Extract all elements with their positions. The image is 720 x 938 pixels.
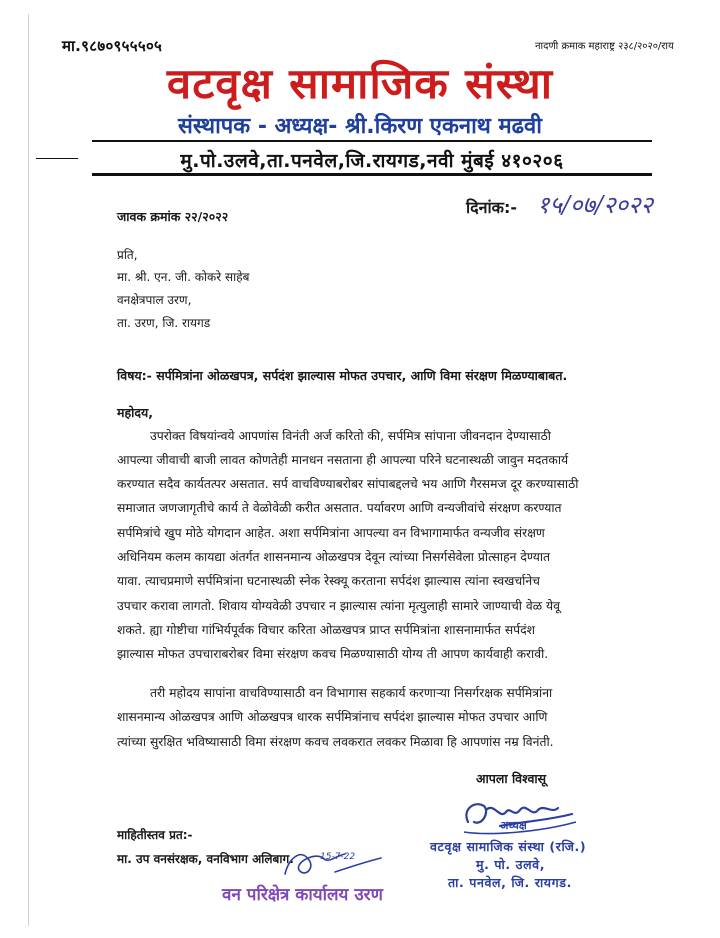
president-signature bbox=[460, 792, 610, 840]
registration-number: नादणी क्रमाक महाराष्ट्र २३८/२०२०/राय bbox=[535, 41, 674, 52]
body-line: शासनमान्य ओळखपत्र आणि ओळखपत्र धारक सर्पमित्रांनाच सर्पदंश झाल्यास मोफत उपचार आणि bbox=[117, 710, 548, 724]
body-line: समाजात जणजागृतीचे कार्य ते वेळोवेळी करीत असतात. पर्यावरण आणि वन्यजीवांचे संरक्षण करण्यात bbox=[117, 501, 562, 515]
received-stamp: वन परिक्षेत्र कार्यालय उरण bbox=[222, 885, 383, 905]
body-line: उपचार करावा लागतो. शिवाय योग्यवेळी उपचार न झाल्यास त्यांना मृत्युलाही सामारे जाण्याची वेळ येवू bbox=[117, 599, 560, 613]
body-line: शकते. ह्या गोष्टीचा गांभिर्यपूर्वक विचार करिता ओळखपत्र प्राप्त सर्पमित्रांना शासनामार्फत सर्पदंश bbox=[117, 623, 536, 637]
salutation: महोदय, bbox=[117, 405, 153, 420]
outward-number: जावक क्रमांक २२/२०२२ bbox=[117, 209, 229, 224]
organization-name: वटवृक्ष सामाजिक संस्था bbox=[166, 59, 554, 108]
received-date: 15-7-22 bbox=[320, 852, 356, 862]
mobile-number: मा.९८७०९५५५०५ bbox=[62, 37, 163, 55]
copy-label: माहितीस्तव प्रत:- bbox=[117, 828, 193, 842]
copy-recipient: मा. उप वनसंरक्षक, वनविभाग अलिबाग. bbox=[117, 852, 294, 866]
recipient-line: वनक्षेत्रपाल उरण, bbox=[117, 293, 192, 307]
address-bar bbox=[92, 140, 652, 176]
stamp-line: ता. पनवेल, जि. रायगड. bbox=[448, 875, 572, 890]
designation: अध्यक्ष bbox=[500, 819, 527, 832]
founder-line: संस्थापक - अध्यक्ष- श्री.किरण एकनाथ मढवी bbox=[178, 114, 542, 139]
recipient-line: मा. श्री. एन. जी. कोकरे साहेब bbox=[117, 270, 250, 284]
body-line: त्यांच्या सुरक्षित भविष्यासाठी विमा संरक्षण कवच लवकरात लवकर मिळावा हि आपणांस नम्र विनंती. bbox=[117, 735, 554, 749]
stamp-line: वटवृक्ष सामाजिक संस्था (रजि.) bbox=[430, 839, 587, 854]
body-line: यावा. त्याचप्रमाणे सर्पमित्रांना घटनास्थळी स्नेक रेस्क्यू करताना सर्पदंश झाल्यास त्यांना स्वखर्चानेच bbox=[117, 574, 540, 588]
address-text: मु.पो.उलवे,ता.पनवेल,जि.रायगड,नवी मुंबई ४१०२०६ bbox=[180, 150, 564, 172]
recipient-line: प्रति, bbox=[117, 248, 138, 262]
header-rule bbox=[36, 158, 78, 159]
date-label: दिनांक:- bbox=[466, 198, 517, 217]
stamp-line: मु. पो. उलवे, bbox=[476, 857, 546, 872]
body-line: आपल्या जीवाची बाजी लावत कोणतेही मानधन नसताना ही आपल्या परिने घटनास्थळी जावुन मदतकार्य bbox=[117, 453, 569, 467]
subject-line: विषय:- सर्पमित्रांना ओळखपत्र, सर्पदंश झाल्यास मोफत उपचार, आणि विमा संरक्षण मिळण्याबाबत. bbox=[117, 368, 568, 383]
closing-yours: आपला विश्वासू bbox=[476, 771, 547, 786]
recipient-line: ता. उरण, जि. रायगड bbox=[117, 316, 211, 330]
body-line: उपरोक्त विषयांन्वये आपणांस विनंती अर्ज करितो की, सर्पमित्र सांपाना जीवनदान देण्यासाठी bbox=[150, 429, 551, 443]
body-line: अधिनियम कलम कायद्या अंतर्गत शासनमान्य ओळखपत्र देवून त्यांच्या निसर्गसेवेला प्रोत्साहन देण्यात bbox=[117, 550, 551, 564]
date-value-handwritten: १५/०७/२०२२ bbox=[537, 191, 654, 219]
body-line: सर्पमित्रांचे खुप मोठे योगदान आहेत. अशा सर्पमित्रांना आपल्या वन विभागामार्फत वन्यजीव संरक्षण bbox=[117, 526, 545, 540]
body-line: तरी महोदय सापांना वाचविण्यासाठी वन विभागास सहकार्य करणाऱ्या निसर्गरक्षक सर्पमित्रांना bbox=[150, 686, 553, 700]
body-line: झाल्यास मोफत उपचाराबरोबर विमा संरक्षण कवच मिळण्यासाठी योग्य ती आपण कार्यवाही करावी. bbox=[117, 647, 549, 661]
body-line: करण्यात सदैव कार्यतत्पर असतात. सर्प वाचविण्याबरोबर सांपाबद्दलचे भय आणि गैरसमज दूर करण्यासाठी bbox=[117, 477, 579, 491]
